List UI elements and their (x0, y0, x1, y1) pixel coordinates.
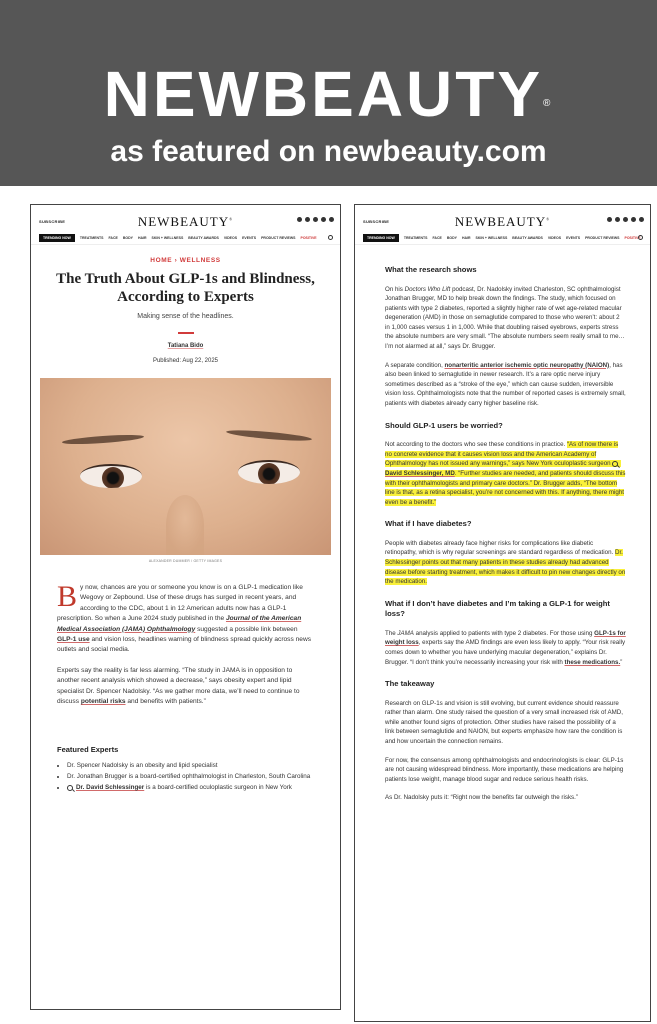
site-header (355, 205, 650, 231)
drop-cap: B (57, 580, 78, 613)
article-title: The Truth About GLP-1s and Blindness, According to Experts (56, 271, 315, 305)
facebook-icon[interactable] (297, 217, 302, 222)
schlessinger-link[interactable]: Dr. David Schlessinger (76, 784, 145, 792)
nav-item[interactable]: POSITIVE (300, 235, 317, 240)
eye-left (80, 464, 142, 488)
schlessinger-link[interactable]: David Schlessinger, MD (385, 469, 455, 477)
nav-item[interactable]: TRENDING NOW (39, 234, 75, 242)
subscribe-link[interactable]: SUBSCRIBE (363, 219, 390, 224)
publish-date: Published: Aug 22, 2025 (152, 358, 219, 364)
these-medications-link[interactable]: these medications. (564, 658, 621, 666)
section-heading: What if I have diabetes? (385, 519, 472, 529)
section-heading: Should GLP-1 users be worried? (385, 420, 503, 430)
nav-item[interactable]: BODY (446, 235, 457, 240)
nose (166, 495, 204, 555)
nav-item[interactable]: BEAUTY AWARDS (512, 235, 543, 240)
article-body-intro (57, 580, 314, 707)
nav-item[interactable]: TREATMENTS (403, 235, 428, 240)
subscribe-link[interactable]: SUBSCRIBE (39, 219, 66, 224)
jama-link[interactable]: Journal of the American Medical Association (JAMA) Ophthalmology (57, 615, 302, 633)
nav-item[interactable]: TRENDING NOW (363, 234, 399, 242)
search-icon[interactable] (328, 235, 333, 240)
instagram-icon[interactable] (631, 217, 636, 222)
social-icons (297, 217, 334, 222)
eyebrow-right (226, 428, 312, 442)
nav-item[interactable]: EVENTS (566, 235, 581, 240)
list-item: • Dr. David Schlessinger is a board-certified oculoplastic surgeon in New York (67, 783, 314, 793)
banner-tagline: as featured on newbeauty.com (110, 135, 547, 168)
banner-logo: NEWBEAUTY® (103, 58, 554, 130)
tiktok-icon[interactable] (329, 217, 334, 222)
glp1-use-link[interactable]: GLP-1 use (57, 636, 90, 644)
trademark-mark: ® (546, 216, 551, 222)
nav-item[interactable]: POSITIVE (624, 235, 641, 240)
paragraph: Experts say the reality is far less alarming. “The study in JAMA is in opposition to another recent analysis which showed a decrease,” says obesity expert and lipid specialist Dr. Spencer Nadolsky. “As we gather more data, we’ll need to continue to discuss potential risks and benefits with patients.” (57, 666, 300, 706)
list-item: • Dr. Spencer Nadolsky is an obesity and lipid specialist (67, 761, 314, 771)
highlighted-text: Dr. Schlessinger points out that many patients in these studies already had advanced disease before starting treatment, which makes it difficult to pin new changes directly on the medication. (385, 549, 626, 586)
nav-item[interactable]: SKIN + WELLNESS (151, 235, 184, 240)
site-header (31, 205, 340, 231)
nav-item[interactable]: VIDEOS (547, 235, 562, 240)
nav-item[interactable]: FACE (108, 235, 118, 240)
paragraph: People with diabetes already face higher risks for complications like diabetic retinopathy, which is why regular screenings are standard regardless of medication. Dr. Schlessinger points out that many patients in these studies already had advanced disease before starting treatment, which makes it difficult to pin new changes directly on the medication. (385, 539, 626, 586)
search-icon (67, 785, 73, 791)
search-icon (612, 461, 618, 467)
breadcrumb-section[interactable]: WELLNESS (179, 257, 221, 264)
list-item: • Dr. Jonathan Brugger is a board-certified ophthalmologist in Charleston, South Carolina (67, 772, 314, 782)
paragraph: On his Doctors Who Lift podcast, Dr. Nadolsky invited Charleston, SC ophthalmologist Jonathan Brugger, MD to help break down the findings. The study, which focused on patients with type 2 diabetes, reported a slightly higher rate of wet age-related macular degeneration (AMD) in those on semaglutide compared to those who weren’t: about 2 in 1,000 cases versus 1 in 1,000. While that doubling raised eyebrows, experts stress the absolute numbers are very small. “The absolute numbers seem really small to me…I’m not alarmed at all,” says Dr. Brugger. (385, 285, 625, 351)
registered-mark: ® (543, 98, 554, 109)
nav-item[interactable]: BODY (122, 235, 133, 240)
paragraph: For now, the consensus among ophthalmologists and endocrinologists is clear: GLP-1s are not causing widespread blindness. More importantly, these medications are helping patients lose weight, manage blood sugar and reduce serious health risks. (385, 756, 624, 783)
twitter-icon[interactable] (313, 217, 318, 222)
nav-item[interactable]: BEAUTY AWARDS (188, 235, 219, 240)
facebook-icon[interactable] (607, 217, 612, 222)
nav-item[interactable]: FACE (432, 235, 442, 240)
search-icon[interactable] (638, 235, 643, 240)
paragraph: By now, chances are you or someone you know is on a GLP-1 medication like Wegovy or Zepbound. Use of these drugs has surged in recent years, and according to the CDC, about 1 in 12 American adults now has a GLP-1 prescription. So when a June 2024 study published in the Journal of the American Medical Association (JAMA) Ophthalmology suggested a possible link between GLP-1 use and vision loss, headlines warning of blindness spread quickly across news outlets and social media. (57, 580, 312, 654)
instagram-icon[interactable] (321, 217, 326, 222)
paragraph: Research on GLP-1s and vision is still evolving, but current evidence should reassure rather than alarm. One study raised the question of a very small increased risk of AMD, while another found signs of protection. Other studies have raised the possibility of a link between semaglutide and NAION, but experts emphasize how rare the condition is and how uncertain the connection remains. (385, 699, 623, 745)
paragraph: A separate condition, nonarteritic anterior ischemic optic neuropathy (NAION), has also been linked to semaglutide in newer research. It’s a rare optic nerve injury sometimes described as a “stroke of the eye,” which can cause sudden, irreversible vision loss. Ophthalmologists note that the number of reported cases is extremely small, patients with diabetes already carry higher baseline risk. (385, 361, 626, 408)
weight-loss-link[interactable]: GLP-1s for weight loss (385, 629, 626, 647)
nav-item[interactable]: PRODUCT REVIEWS (261, 235, 296, 240)
naion-link[interactable]: nonarteritic anterior ischemic optic neuropathy (NAION) (444, 361, 610, 369)
tiktok-icon[interactable] (639, 217, 644, 222)
site-logo[interactable]: NEWBEAUTY® (454, 214, 551, 229)
nav-item[interactable]: HAIR (461, 235, 471, 240)
eyebrow-left (62, 433, 144, 446)
photo-credit: ALEXANDER DUMMER / GETTY IMAGES (148, 559, 223, 563)
author-link[interactable]: Tatiana Bido (167, 343, 204, 349)
highlighted-quote: “As of now there is no concrete evidence that it causes vision loss and the American Academy of Ophthalmology has not issued any warnings,” says New York oculoplastic surgeon David Schlessinger, MD. “Further studies are needed, and patients should discuss this with their ophthalmologists and primary care doctors.” Dr. Brugger adds, “The bottom line is that, as a retina specialist, you’re not concerned with this. If anything, there might even be a benefit.” (385, 441, 626, 506)
divider (178, 332, 194, 334)
social-icons (607, 217, 644, 222)
nav-item[interactable]: HAIR (137, 235, 147, 240)
nav-item[interactable]: TREATMENTS (79, 235, 104, 240)
potential-risks-link[interactable]: potential risks (80, 698, 126, 706)
site-nav (355, 231, 650, 245)
article-screenshot-right (354, 204, 651, 1022)
paragraph: The JAMA analysis applied to patients with type 2 diabetes. For those using GLP-1s for weight loss, experts say the AMD findings are even less likely to apply. “Your risk really comes down to whether you have underlying macular degeneration,” explains Dr. Brugger. “I don’t think you’re necessarily increasing your risk with these medications.” (385, 629, 626, 666)
nav-item[interactable]: SKIN + WELLNESS (475, 235, 508, 240)
breadcrumb (31, 257, 340, 264)
breadcrumb-separator-icon: › (174, 257, 178, 264)
article-deck: Making sense of the headlines. (137, 313, 234, 320)
article-body (385, 265, 626, 803)
paragraph: Not according to the doctors who see these conditions in practice. “As of now there is no concrete evidence that it causes vision loss and the American Academy of Ophthalmology has not issued any warnings,” says New York oculoplastic surgeon David Schlessinger, MD. “Further studies are needed, and patients should discuss this with their ophthalmologists and primary care doctors.” Dr. Brugger adds, “The bottom line is that, as a retina specialist, you’re not concerned with this. If anything, there might even be a benefit.” (385, 441, 626, 506)
nav-item[interactable]: VIDEOS (223, 235, 238, 240)
trademark-mark: ® (229, 216, 234, 222)
eye-right (238, 460, 300, 484)
featured-experts-heading: Featured Experts (57, 745, 119, 755)
section-heading: The takeaway (385, 679, 435, 689)
section-heading: What if I don’t have diabetes and I’m taking a GLP-1 for weight loss? (385, 598, 610, 619)
section-heading: What the research shows (385, 265, 477, 274)
pinterest-icon[interactable] (305, 217, 310, 222)
hero-image (40, 378, 331, 555)
pinterest-icon[interactable] (615, 217, 620, 222)
breadcrumb-home[interactable]: HOME (150, 257, 173, 264)
paragraph: As Dr. Nadolsky puts it: “Right now the benefits far outweigh the risks.” (385, 794, 578, 802)
site-nav (31, 231, 340, 245)
nav-item[interactable]: PRODUCT REVIEWS (585, 235, 620, 240)
site-logo[interactable]: NEWBEAUTY® (137, 214, 234, 229)
featured-experts-list (67, 761, 314, 793)
banner (0, 0, 657, 186)
article-screenshot-left (30, 204, 341, 1010)
twitter-icon[interactable] (623, 217, 628, 222)
nav-item[interactable]: EVENTS (242, 235, 257, 240)
